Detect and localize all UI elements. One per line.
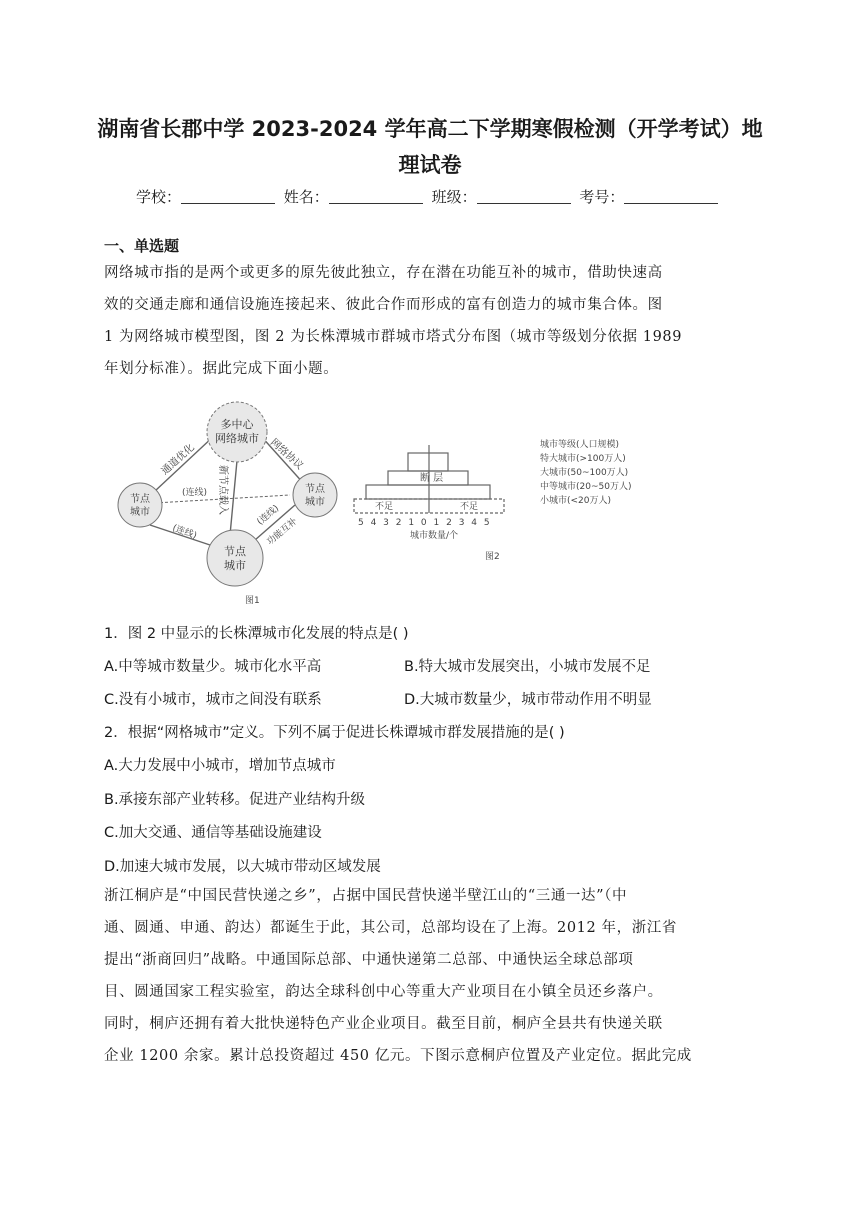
tonglu-paragraph — [104, 880, 754, 1072]
fig2-caption: 图2 — [485, 552, 500, 562]
q1-option-d[interactable]: D.大城市数量少，城市带动作用不明显 — [404, 692, 652, 708]
q2-option-c[interactable]: C.加大交通、通信等基础设施建设 — [104, 825, 322, 841]
edge-label-mid: 新节点载入 — [217, 465, 228, 515]
class-blank[interactable] — [477, 189, 571, 204]
svg-text:节点城市: 节点城市 — [224, 545, 246, 572]
tail-line: 目、圆通国家工程实验室，韵达全球科创中心等重大产业项目在小镇全员还乡落户。 — [104, 984, 663, 1000]
legend-item: 城市等级(人口规模) — [540, 440, 620, 450]
x-axis-label: 城市数量/个 — [410, 531, 459, 541]
q2-option-d[interactable]: D.加速大城市发展，以大城市带动区域发展 — [104, 859, 381, 875]
tail-line: 浙江桐庐是“中国民营快递之乡”，占据中国民营快递半壁江山的“三通一达”（中 — [104, 888, 628, 904]
title-line-2: 理试卷 — [398, 153, 462, 177]
intro-line: 网络城市指的是两个或更多的原先彼此独立，存在潜在功能互补的城市，借助快速高 — [104, 265, 663, 281]
legend-item: 特大城市(>100万人) — [540, 454, 626, 464]
name-blank[interactable] — [329, 189, 423, 204]
tail-line: 提出“浙商回归”战略。中通国际总部、中通快递第二总部、中通快运全球总部项 — [104, 952, 634, 968]
q1-option-a[interactable]: A.中等城市数量少。城市化水平高 — [104, 659, 322, 675]
tail-line: 通、圆通、申通、韵达）都诞生于此，其公司，总部均设在了上海。2012 年，浙江省 — [104, 920, 678, 936]
buzu-right: 不足 — [460, 502, 479, 512]
node-left — [118, 483, 162, 527]
figure-network-city — [110, 395, 670, 610]
svg-text:节点城市: 节点城市 — [130, 494, 150, 518]
section-heading: 一、单选题 — [104, 237, 180, 255]
func-label: 功能互补 — [265, 516, 300, 548]
buzu-left: 不足 — [375, 502, 394, 512]
legend-item: 小城市(<20万人) — [540, 496, 612, 506]
legend-item: 大城市(50~100万人) — [540, 468, 629, 478]
name-label: 姓名： — [283, 188, 329, 206]
intro-line: 年划分标准）。据此完成下面小题。 — [104, 361, 339, 377]
link-label-lr: (连线) — [182, 488, 208, 498]
tail-line: 同时，桐庐还拥有着大批快递特色产业企业项目。截至目前，桐庐全县共有快递关联 — [104, 1016, 663, 1032]
question-2: 2．根据“网格城市”定义。下列不属于促进长株谭城市群发展措施的是( ) — [104, 725, 565, 741]
x-ticks: 5 4 3 2 1 0 1 2 3 4 5 — [358, 518, 492, 528]
question-1: 1．图 2 中显示的长株潭城市化发展的特点是( ) — [104, 626, 409, 642]
duanceng-label: 断 层 — [420, 473, 444, 484]
node-bottom — [207, 530, 263, 586]
q1-option-c[interactable]: C.没有小城市，城市之间没有联系 — [104, 692, 322, 708]
edge-label-right: 网络协议 — [267, 437, 306, 472]
school-label: 学校： — [136, 188, 182, 206]
student-info-row — [136, 186, 722, 207]
q2-option-b[interactable]: B.承接东部产业转移。促进产业结构升级 — [104, 792, 366, 808]
id-label: 考号： — [579, 188, 625, 206]
legend-item: 中等城市(20~50万人) — [540, 482, 632, 492]
title-line-1: 湖南省长郡中学 2023-2024 学年高二下学期寒假检测（开学考试）地 — [97, 117, 763, 141]
id-blank[interactable] — [624, 189, 718, 204]
svg-text:节点城市: 节点城市 — [305, 484, 325, 508]
q1-option-b[interactable]: B.特大城市发展突出，小城市发展不足 — [404, 659, 651, 675]
intro-paragraph — [104, 257, 754, 385]
node-right — [293, 473, 337, 517]
center-label-2: 网络城市 — [215, 432, 259, 445]
q2-option-a[interactable]: A.大力发展中小城市，增加节点城市 — [104, 758, 336, 774]
link-label-lb: (连线) — [170, 523, 198, 542]
link-label-rb: (连线) — [255, 503, 282, 528]
intro-line: 1 为网络城市模型图，图 2 为长株潭城市群城市塔式分布图（城市等级划分依据 1989 — [104, 329, 683, 345]
center-label-1: 多中心 — [220, 418, 254, 431]
fig1-caption: 图1 — [245, 596, 260, 606]
school-blank[interactable] — [181, 189, 275, 204]
tail-line: 企业 1200 余家。累计总投资超过 450 亿元。下图示意桐庐位置及产业定位。据此完成 — [104, 1048, 692, 1064]
class-label: 班级： — [431, 188, 477, 206]
intro-line: 效的交通走廊和通信设施连接起来、彼此合作而形成的富有创造力的城市集合体。图 — [104, 297, 663, 313]
edge-label-left: 通道优化 — [159, 442, 197, 478]
